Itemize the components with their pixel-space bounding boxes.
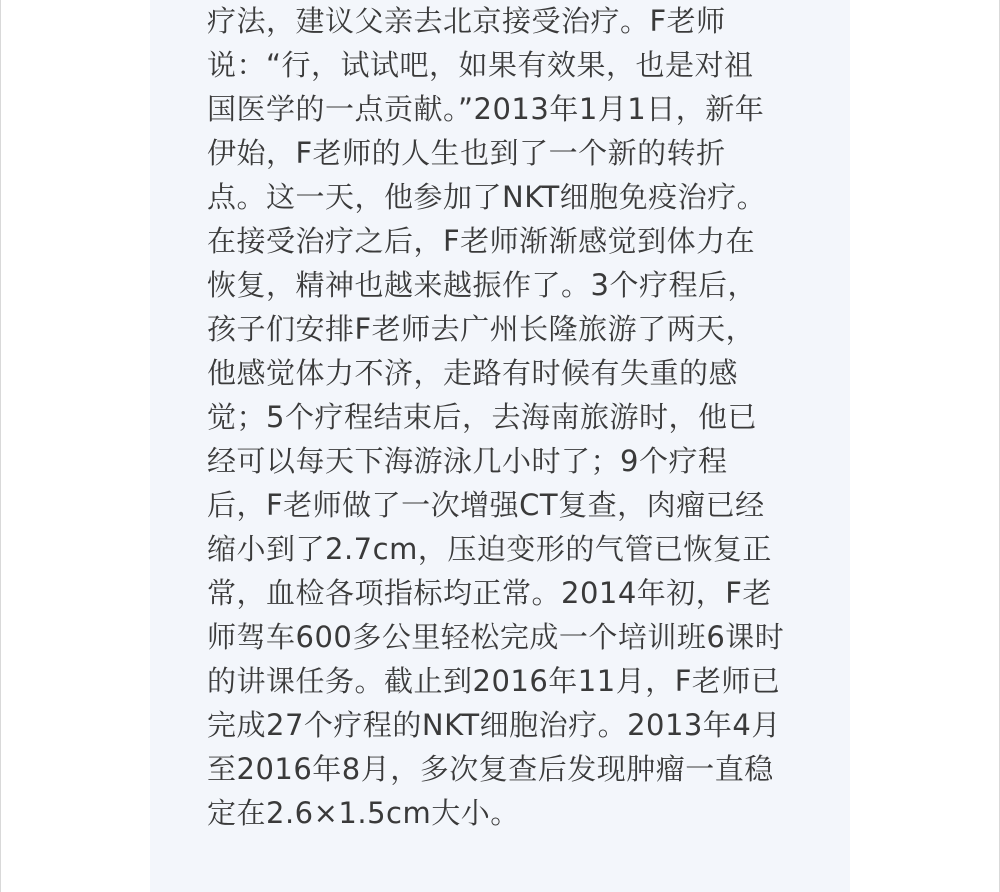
- article-line: 缩小到了2.7cm，压迫变形的气管已恢复正: [207, 532, 772, 566]
- article-line: 国医学的一点贡献。”2013年1月1日，新年: [207, 92, 765, 126]
- article-line: 恢复，精神也越来越振作了。3个疗程后，: [207, 268, 757, 302]
- left-divider: [0, 0, 1, 892]
- article-line: 孩子们安排F老师去广州长隆旅游了两天，: [207, 312, 756, 346]
- article-line: 伊始，F老师的人生也到了一个新的转折: [207, 136, 726, 170]
- article-line: 说：“行，试试吧，如果有效果，也是对祖: [207, 48, 754, 82]
- article-line: 疗法，建议父亲去北京接受治疗。F老师: [207, 4, 726, 38]
- article-line: 经可以每天下海游泳几小时了；9个疗程: [207, 444, 728, 478]
- article-line: 后，F老师做了一次增强CT复查，肉瘤已经: [207, 488, 765, 522]
- article-line: 觉；5个疗程结束后，去海南旅游时，他已: [207, 400, 757, 434]
- article-line: 他感觉体力不济，走路有时候有失重的感: [207, 356, 739, 390]
- article-line: 至2016年8月，多次复查后发现肿瘤一直稳: [207, 752, 774, 786]
- article-line: 师驾车600多公里轻松完成一个培训班6课时: [207, 620, 785, 654]
- article-line: 点。这一天，他参加了NKT细胞免疫治疗。: [207, 180, 767, 214]
- article-line: 完成27个疗程的NKT细胞治疗。2013年4月: [207, 708, 781, 742]
- article-line: 常，血检各项指标均正常。2014年初，F老: [207, 576, 772, 610]
- article-line: 定在2.6×1.5cm大小。: [207, 796, 520, 830]
- article-body: [207, 0, 797, 835]
- article-line: 的讲课任务。截止到2016年11月，F老师已: [207, 664, 781, 698]
- article-line: 在接受治疗之后，F老师渐渐感觉到体力在: [207, 224, 756, 258]
